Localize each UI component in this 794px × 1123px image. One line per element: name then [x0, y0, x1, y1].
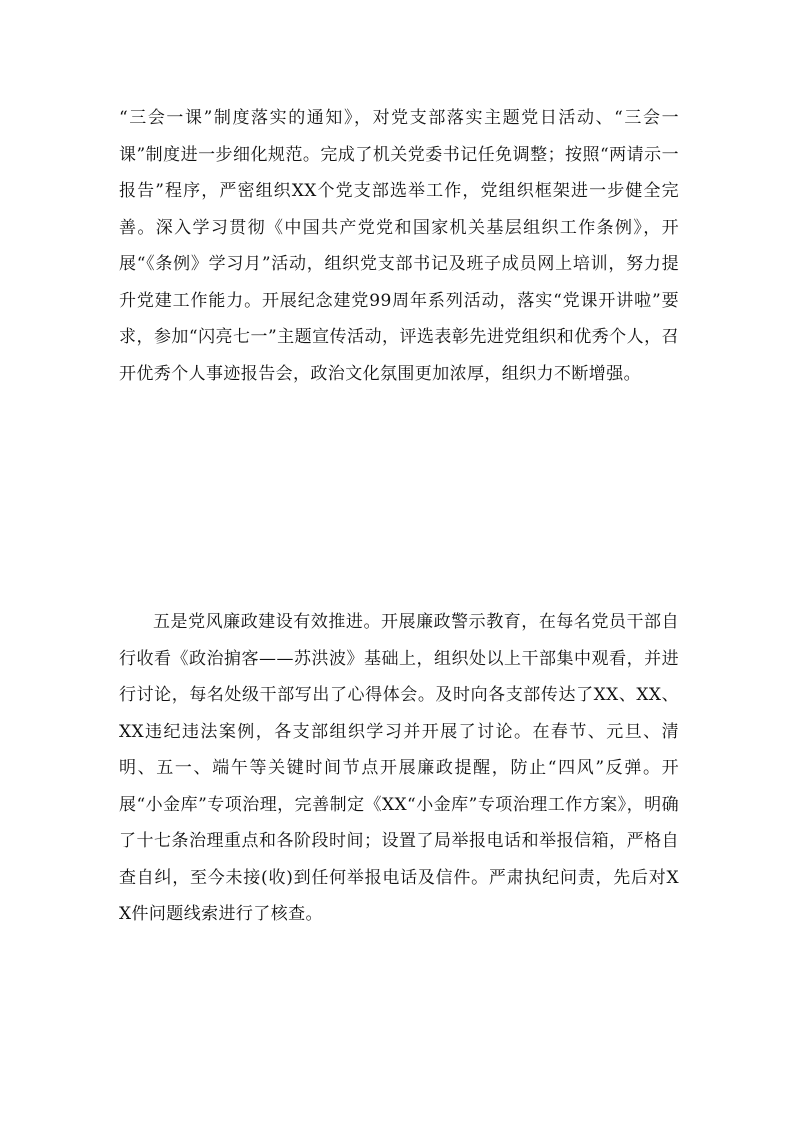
body-paragraph-continued: “三会一课”制度落实的通知》，对党支部落实主题党日活动、“三会一课”制度进一步细化规范。完成了机关党委书记任免调整；按照“两请示一报告”程序，严密组织XX个党支部选举工作，党组织框架进一步健全完善。深入学习贯彻《中国共产党党和国家机关基层组织工作条例》，开展“《条例》学习月”活动，组织党支部书记及班子成员网上培训，努力提升党建工作能力。开展纪念建党99周年系列活动，落实“党课开讲啦”要求，参加“闪亮七一”主题宣传活动，评选表彰先进党组织和优秀个人，召开优秀个人事迹报告会，政治文化氛围更加浓厚，组织力不断增强。: [119, 108, 679, 384]
body-paragraph-party-conduct: 五是党风廉政建设有效推进。开展廉政警示教育，在每名党员干部自行收看《政治掮客——苏洪波》基础上，组织处以上干部集中观看，并进行讨论，每名处级干部写出了心得体会。及时向各支部传达了XX、XX、XX违纪违法案例，各支部组织学习并开展了讨论。在春节、元旦、清明、五一、端午等关键时间节点开展廉政提醒，防止“四风”反弹。开展“小金库”专项治理，完善制定《XX“小金库”专项治理工作方案》，明确了十七条治理重点和各阶段时间；设置了局举报电话和举报信箱，严格自查自纠，至今未接(收)到任何举报电话及信件。严肃执纪问责，先后对XX件问题线索进行了核查。: [119, 612, 679, 924]
